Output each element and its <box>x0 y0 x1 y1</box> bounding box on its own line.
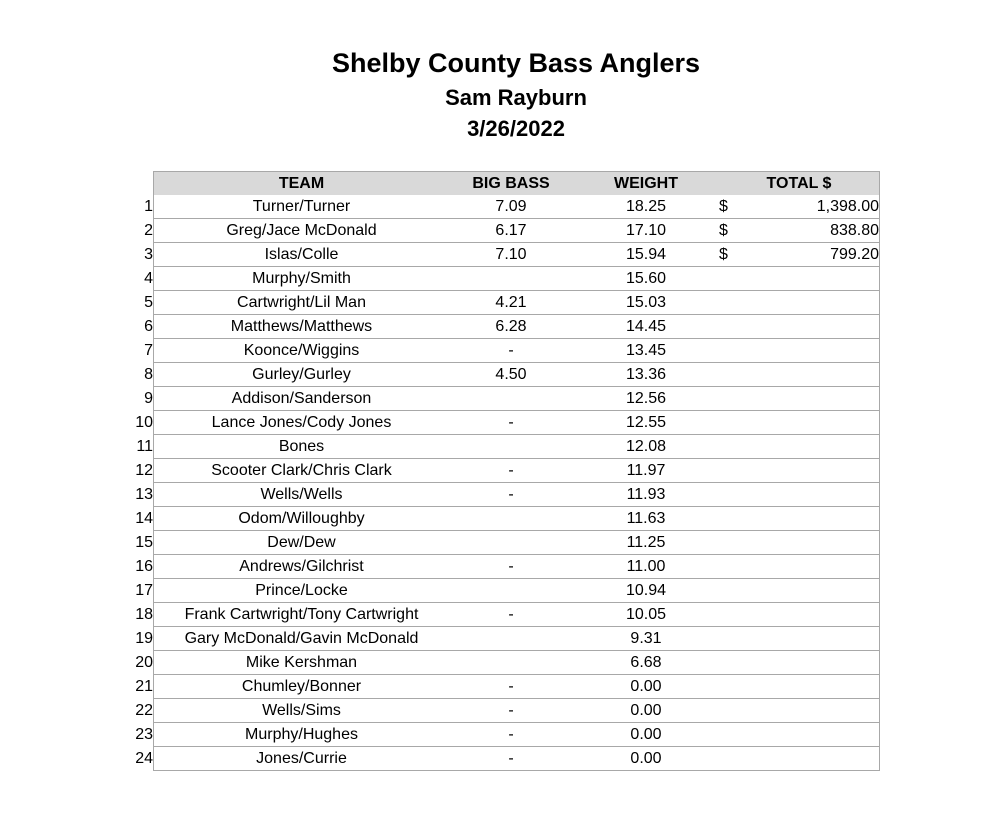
dollar-sign-cell <box>719 363 759 387</box>
weight-cell: 12.55 <box>573 411 719 435</box>
team-cell: Koonce/Wiggins <box>154 339 450 363</box>
total-payout-cell <box>759 459 880 483</box>
team-cell: Prince/Locke <box>154 579 450 603</box>
rank-cell: 21 <box>135 678 153 695</box>
dollar-sign-cell <box>719 627 759 651</box>
team-cell: Wells/Wells <box>154 483 450 507</box>
table-row <box>127 459 880 483</box>
table-row <box>127 579 880 603</box>
team-cell: Odom/Willoughby <box>154 507 450 531</box>
weight-cell: 11.00 <box>573 555 719 579</box>
weight-cell: 0.00 <box>573 699 719 723</box>
big-bass-cell <box>449 507 573 531</box>
rank-cell: 18 <box>135 606 153 623</box>
dollar-sign-cell <box>719 747 759 771</box>
total-payout-cell <box>759 603 880 627</box>
big-bass-cell: - <box>449 459 573 483</box>
weight-cell: 18.25 <box>573 195 719 219</box>
dollar-sign-cell: $ <box>719 243 759 267</box>
table-row <box>127 675 880 699</box>
rank-cell: 13 <box>135 486 153 503</box>
big-bass-cell: - <box>449 483 573 507</box>
big-bass-cell <box>449 267 573 291</box>
total-payout-cell <box>759 483 880 507</box>
big-bass-cell: - <box>449 339 573 363</box>
big-bass-cell <box>449 435 573 459</box>
table-row <box>127 747 880 771</box>
table-row <box>127 387 880 411</box>
big-bass-cell: - <box>449 699 573 723</box>
dollar-sign-cell <box>719 411 759 435</box>
table-row <box>127 555 880 579</box>
weight-cell: 12.08 <box>573 435 719 459</box>
rank-cell: 5 <box>144 294 153 311</box>
big-bass-column-header: BIG BASS <box>449 172 573 196</box>
total-payout-cell: 838.80 <box>759 219 880 243</box>
dollar-sign-cell <box>719 459 759 483</box>
team-cell: Scooter Clark/Chris Clark <box>154 459 450 483</box>
big-bass-cell <box>449 387 573 411</box>
dollar-sign-cell <box>719 483 759 507</box>
team-cell: Wells/Sims <box>154 699 450 723</box>
big-bass-cell: - <box>449 675 573 699</box>
big-bass-cell <box>449 651 573 675</box>
rank-cell: 12 <box>135 462 153 479</box>
big-bass-cell <box>449 531 573 555</box>
table-row <box>127 507 880 531</box>
total-payout-cell <box>759 531 880 555</box>
total-payout-cell <box>759 651 880 675</box>
dollar-sign-cell <box>719 651 759 675</box>
rank-cell: 24 <box>135 750 153 767</box>
total-payout-cell <box>759 555 880 579</box>
team-cell: Bones <box>154 435 450 459</box>
big-bass-cell: 7.10 <box>449 243 573 267</box>
table-row <box>127 627 880 651</box>
table-row <box>127 411 880 435</box>
team-cell: Addison/Sanderson <box>154 387 450 411</box>
total-payout-cell <box>759 675 880 699</box>
total-payout-cell <box>759 747 880 771</box>
total-payout-cell <box>759 291 880 315</box>
table-row <box>127 291 880 315</box>
table-header-row <box>127 172 880 196</box>
tournament-date: 3/26/2022 <box>467 116 565 141</box>
dollar-sign-cell <box>719 507 759 531</box>
team-cell: Matthews/Matthews <box>154 315 450 339</box>
dollar-sign-cell <box>719 339 759 363</box>
dollar-sign-cell <box>719 315 759 339</box>
table-row <box>127 531 880 555</box>
table-row <box>127 267 880 291</box>
weight-cell: 11.25 <box>573 531 719 555</box>
total-payout-cell <box>759 339 880 363</box>
dollar-sign-cell <box>719 435 759 459</box>
rank-cell: 1 <box>144 198 153 216</box>
big-bass-cell: - <box>449 555 573 579</box>
table-row <box>127 363 880 387</box>
team-cell: Turner/Turner <box>154 195 450 219</box>
table-row <box>127 195 880 219</box>
dollar-sign-cell <box>719 267 759 291</box>
total-payout-cell <box>759 435 880 459</box>
dollar-sign-cell <box>719 699 759 723</box>
total-payout-cell: 799.20 <box>759 243 880 267</box>
weight-cell: 10.05 <box>573 603 719 627</box>
team-cell: Greg/Jace McDonald <box>154 219 450 243</box>
team-cell: Gurley/Gurley <box>154 363 450 387</box>
weight-cell: 14.45 <box>573 315 719 339</box>
big-bass-cell <box>449 627 573 651</box>
total-column-header: TOTAL $ <box>719 172 880 196</box>
big-bass-cell: 7.09 <box>449 195 573 219</box>
big-bass-cell: - <box>449 723 573 747</box>
table-row <box>127 651 880 675</box>
team-cell: Jones/Currie <box>154 747 450 771</box>
table-row <box>127 435 880 459</box>
dollar-sign-cell: $ <box>719 219 759 243</box>
weight-cell: 6.68 <box>573 651 719 675</box>
team-cell: Gary McDonald/Gavin McDonald <box>154 627 450 651</box>
total-payout-cell <box>759 723 880 747</box>
weight-cell: 15.03 <box>573 291 719 315</box>
rank-header-blank <box>127 172 154 196</box>
big-bass-cell: - <box>449 747 573 771</box>
dollar-sign-cell <box>719 675 759 699</box>
big-bass-cell: 6.28 <box>449 315 573 339</box>
table-row <box>127 603 880 627</box>
total-payout-cell <box>759 507 880 531</box>
table-row <box>127 243 880 267</box>
table-row <box>127 723 880 747</box>
dollar-sign-cell <box>719 579 759 603</box>
team-cell: Murphy/Smith <box>154 267 450 291</box>
results-body <box>127 195 880 771</box>
big-bass-cell: - <box>449 411 573 435</box>
weight-cell: 17.10 <box>573 219 719 243</box>
total-payout-cell <box>759 579 880 603</box>
team-cell: Islas/Colle <box>154 243 450 267</box>
big-bass-cell: 4.50 <box>449 363 573 387</box>
weight-cell: 10.94 <box>573 579 719 603</box>
rank-cell: 10 <box>135 414 153 431</box>
dollar-sign-cell <box>719 555 759 579</box>
rank-cell: 2 <box>144 222 153 239</box>
dollar-sign-cell <box>719 723 759 747</box>
total-payout-cell: 1,398.00 <box>759 195 880 219</box>
club-title: Shelby County Bass Anglers <box>331 48 701 78</box>
weight-cell: 13.45 <box>573 339 719 363</box>
rank-cell: 23 <box>135 726 153 743</box>
total-payout-cell <box>759 363 880 387</box>
dollar-sign-cell: $ <box>719 195 759 219</box>
weight-cell: 11.93 <box>573 483 719 507</box>
rank-cell: 8 <box>144 366 153 383</box>
total-payout-cell <box>759 411 880 435</box>
weight-cell: 15.94 <box>573 243 719 267</box>
weight-cell: 12.56 <box>573 387 719 411</box>
team-column-header: TEAM <box>154 172 450 196</box>
weight-cell: 13.36 <box>573 363 719 387</box>
dollar-sign-cell <box>719 603 759 627</box>
rank-cell: 17 <box>135 582 153 599</box>
weight-cell: 0.00 <box>573 675 719 699</box>
weight-cell: 0.00 <box>573 747 719 771</box>
total-payout-cell <box>759 627 880 651</box>
weight-cell: 11.63 <box>573 507 719 531</box>
team-cell: Chumley/Bonner <box>154 675 450 699</box>
big-bass-cell: 6.17 <box>449 219 573 243</box>
rank-cell: 11 <box>136 438 153 455</box>
rank-cell: 7 <box>144 342 153 359</box>
rank-cell: 20 <box>135 654 153 671</box>
rank-cell: 9 <box>144 390 153 407</box>
weight-cell: 0.00 <box>573 723 719 747</box>
big-bass-cell <box>449 579 573 603</box>
team-cell: Cartwright/Lil Man <box>154 291 450 315</box>
dollar-sign-cell <box>719 291 759 315</box>
rank-cell: 22 <box>135 702 153 719</box>
weight-column-header: WEIGHT <box>573 172 719 196</box>
weight-cell: 11.97 <box>573 459 719 483</box>
lake-name: Sam Rayburn <box>445 85 587 110</box>
team-cell: Mike Kershman <box>154 651 450 675</box>
team-cell: Murphy/Hughes <box>154 723 450 747</box>
table-row <box>127 339 880 363</box>
team-cell: Lance Jones/Cody Jones <box>154 411 450 435</box>
results-table <box>127 171 880 771</box>
big-bass-cell: 4.21 <box>449 291 573 315</box>
rank-cell: 19 <box>135 630 153 647</box>
table-row <box>127 219 880 243</box>
total-payout-cell <box>759 387 880 411</box>
team-cell: Andrews/Gilchrist <box>154 555 450 579</box>
table-row <box>127 315 880 339</box>
weight-cell: 9.31 <box>573 627 719 651</box>
table-row <box>127 699 880 723</box>
rank-cell: 3 <box>144 246 153 263</box>
rank-cell: 6 <box>144 318 153 335</box>
total-payout-cell <box>759 699 880 723</box>
team-cell: Dew/Dew <box>154 531 450 555</box>
rank-cell: 15 <box>135 534 153 551</box>
rank-cell: 14 <box>135 510 153 527</box>
rank-cell: 16 <box>135 558 153 575</box>
team-cell: Frank Cartwright/Tony Cartwright <box>154 603 450 627</box>
table-row <box>127 483 880 507</box>
dollar-sign-cell <box>719 531 759 555</box>
total-payout-cell <box>759 315 880 339</box>
total-payout-cell <box>759 267 880 291</box>
document-header <box>0 44 992 144</box>
rank-cell: 4 <box>144 270 153 287</box>
dollar-sign-cell <box>719 387 759 411</box>
big-bass-cell: - <box>449 603 573 627</box>
weight-cell: 15.60 <box>573 267 719 291</box>
